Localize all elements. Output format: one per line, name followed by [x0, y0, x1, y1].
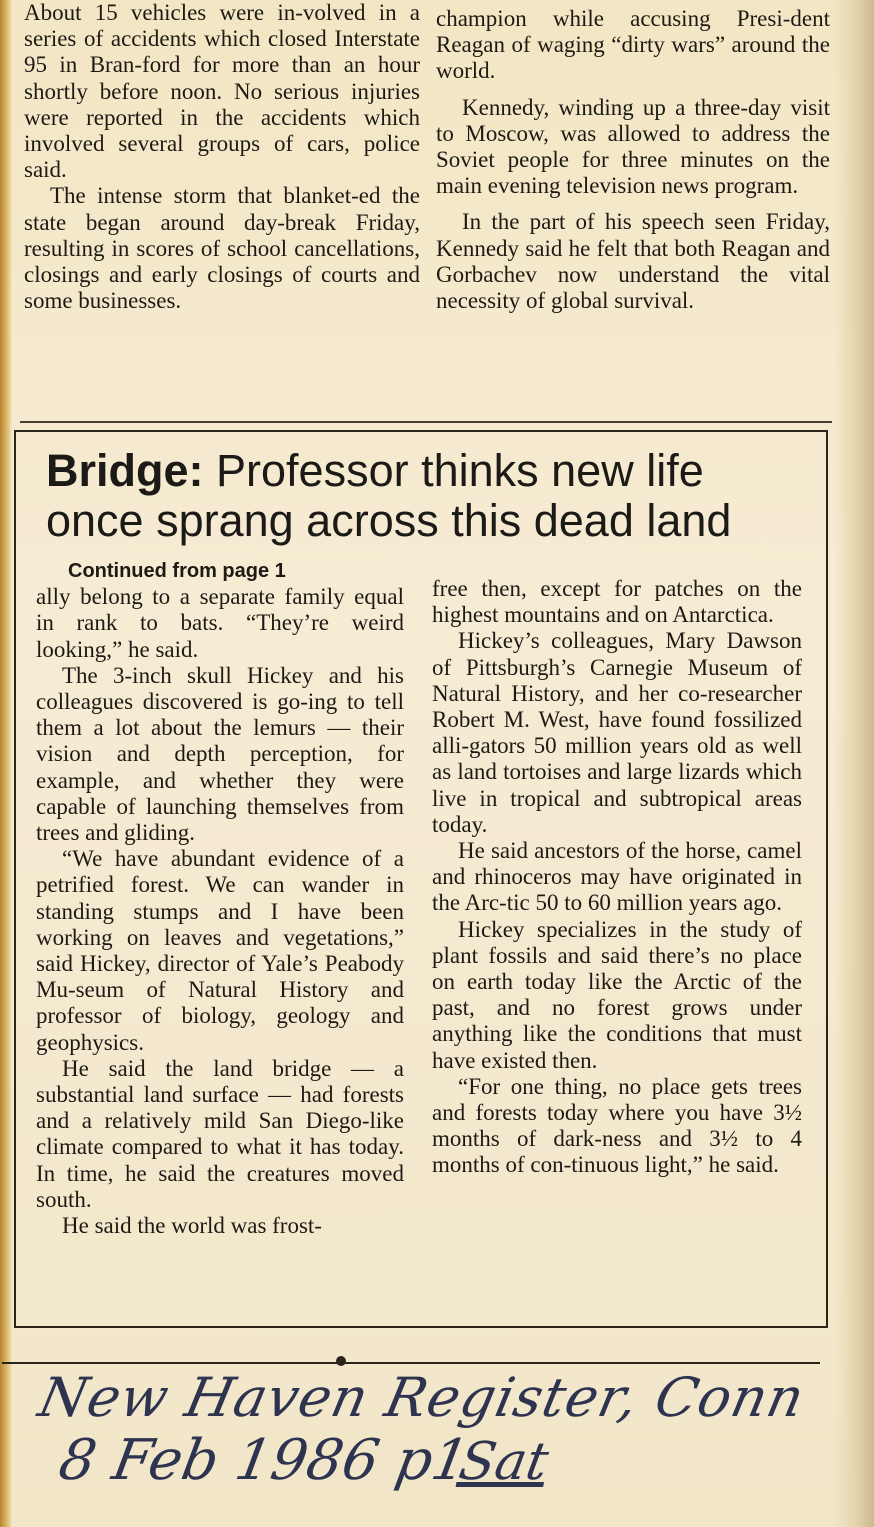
paragraph: Kennedy, winding up a three-day visit to Moscow, was allowed to address the Soviet people for three minutes on the main evening television news program. — [436, 94, 830, 199]
handwritten-day: Sat — [454, 1432, 553, 1492]
bridge-article-box — [14, 430, 828, 1328]
paragraph: About 15 vehicles were in-volved in a series of accidents which closed Interstate 95 in Bran-ford for more than an hour shortly before noon. No serious injuries were reported in the accidents which involved several groups of cars, police said. — [24, 0, 420, 183]
top-article-column-1 — [24, 0, 420, 314]
pin-dot — [336, 1356, 346, 1366]
headline-label: Bridge: — [46, 445, 204, 496]
paragraph: “For one thing, no place gets trees and forests today where you have 3½ months of dark-ness and 3½ to 4 months of con-tinuous light,” he said. — [432, 1073, 802, 1178]
paper-edge-right — [834, 0, 874, 1527]
top-article-column-2 — [436, 6, 830, 314]
paper-edge-left — [0, 0, 12, 1527]
paragraph: The intense storm that blanket-ed the state began around day-break Friday, resulting in scores of school cancellations, closings and early closings of courts and some businesses. — [24, 183, 420, 314]
continued-line: Continued from page 1 — [68, 560, 286, 582]
paragraph: ally belong to a separate family equal in rank to bats. “They’re weird looking,” he said. — [36, 584, 404, 662]
paragraph: He said the world was frost- — [62, 1213, 322, 1239]
handwritten-source: New Haven Register, Conn — [33, 1366, 811, 1429]
paragraph: Hickey’s colleagues, Mary Dawson of Pittsburgh’s Carnegie Museum of Natural History, and her co-researcher Robert M. West, have found fossilized alli-gators 50 million years old as well as land tortoises and large lizards which live in tropical and subtropical areas today. — [432, 628, 802, 837]
headline — [46, 446, 806, 546]
bottom-rule — [2, 1362, 820, 1364]
paragraph: free then, except for patches on the highest mountains and on Antarctica. — [432, 576, 802, 628]
handwritten-date: 8 Feb 1986 p1 — [54, 1428, 474, 1493]
headline-text: Professor thinks new life once sprang across this dead land — [46, 445, 732, 546]
divider — [20, 421, 832, 423]
bridge-article-column-1 — [36, 558, 404, 1239]
paragraph: He said the land bridge — a substantial land surface — had forests and a relatively mild San Diego-like climate compared to what it has today. In time, he said the creatures moved south. — [36, 1055, 404, 1212]
paragraph: The 3-inch skull Hickey and his colleagues discovered is go-ing to tell them a lot about the lemurs — their vision and depth perception, for example, and whether they were capable of launching themselves from trees and gliding. — [36, 662, 404, 846]
paragraph: Hickey specializes in the study of plant fossils and said there’s no place on earth today like the Arctic of the past, and no forest grows under anything like the conditions that must have existed then. — [432, 916, 802, 1073]
paragraph: He said ancestors of the horse, camel and rhinoceros may have originated in the Arc-tic 50 to 60 million years ago. — [432, 838, 802, 916]
paragraph: champion while accusing Presi-dent Reagan of waging “dirty wars” around the world. — [436, 6, 830, 84]
bridge-article-column-2 — [432, 576, 802, 1179]
paragraph: “We have abundant evidence of a petrified forest. We can wander in standing stumps and I have been working on leaves and vegetations,” said Hickey, director of Yale’s Peabody Mu-seum of Natural History and professor of biology, geology and geophysics. — [36, 846, 404, 1055]
paragraph: In the part of his speech seen Friday, Kennedy said he felt that both Reagan and Gorbachev now understand the vital necessity of global survival. — [436, 209, 830, 314]
